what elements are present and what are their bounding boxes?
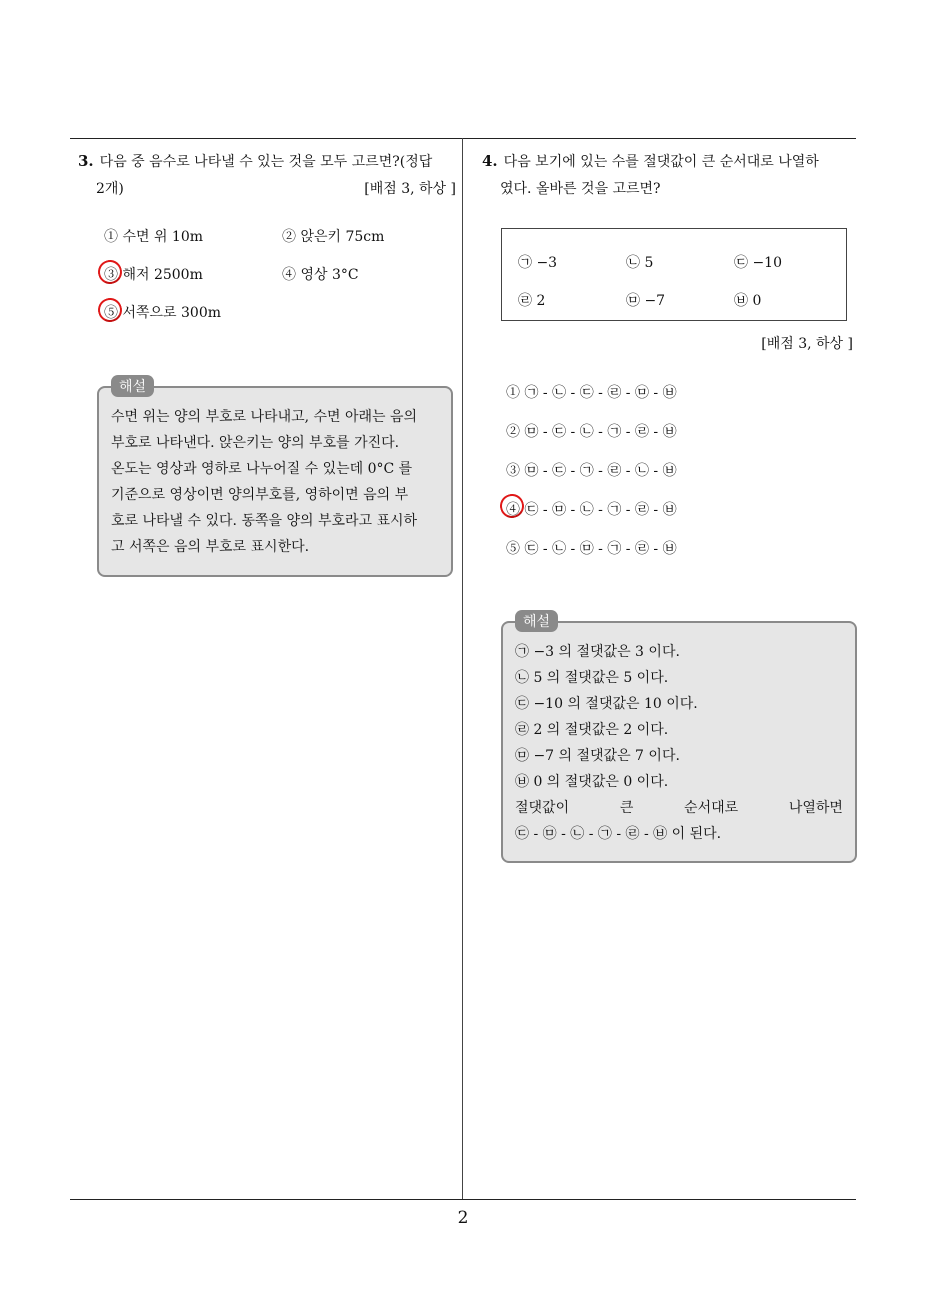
choice-number: ② xyxy=(282,229,296,245)
explanation-line: ㉥ 0 의 절댓값은 0 이다. xyxy=(515,774,669,790)
answer-mark-icon xyxy=(95,257,125,287)
choice-text: ㉢ - ㉤ - ㉡ - ㉠ - ㉣ - ㉥ xyxy=(524,502,677,518)
explanation-line: 절댓값이 큰 순서대로 나열하면 xyxy=(515,800,843,816)
choice-text: ㉢ - ㉡ - ㉤ - ㉠ - ㉣ - ㉥ xyxy=(524,541,677,557)
choice-text: 해저 2500m xyxy=(122,267,203,283)
choice-4[interactable] xyxy=(506,497,677,536)
question-3 xyxy=(78,148,456,325)
score-label: [배점 3, 하상 ] xyxy=(364,181,456,197)
explanation-line: 부호로 나타낸다. 앉은키는 양의 부호를 가진다. xyxy=(111,435,400,451)
choice-3[interactable] xyxy=(506,458,677,497)
choice-number: ④ xyxy=(282,267,296,283)
bogi-box xyxy=(501,228,847,321)
page-number: 2 xyxy=(457,1208,469,1228)
question-number: 3. xyxy=(78,152,94,170)
score-label: [배점 3, 하상 ] xyxy=(761,336,853,352)
explanation-line: 고 서쪽은 음의 부호로 표시한다. xyxy=(111,539,310,555)
explanation-box-q3 xyxy=(97,379,453,577)
choice-4[interactable] xyxy=(282,263,442,287)
bogi-item: ㉣ 2 xyxy=(518,293,546,309)
choice-text: ㉤ - ㉢ - ㉠ - ㉣ - ㉡ - ㉥ xyxy=(524,463,677,479)
question-number: 4. xyxy=(482,152,498,170)
explanation-line: 수면 위는 양의 부호로 나타내고, 수면 아래는 음의 xyxy=(111,409,418,425)
explanation-line: ㉡ 5 의 절댓값은 5 이다. xyxy=(515,670,669,686)
explanation-label: 해설 xyxy=(515,610,558,632)
explanation-label: 해설 xyxy=(111,375,154,397)
choice-number: ③ xyxy=(104,267,118,283)
choice-5[interactable] xyxy=(506,536,677,575)
choice-number: ① xyxy=(506,385,520,401)
question-4 xyxy=(482,148,858,203)
choice-3[interactable] xyxy=(104,263,282,287)
explanation-line: ㉤ −7 의 절댓값은 7 이다. xyxy=(515,748,680,764)
question-text: 다음 중 음수로 나타낼 수 있는 것을 모두 고르면?(정답 xyxy=(99,154,433,170)
choice-number: ⑤ xyxy=(506,541,520,557)
explanation-line: ㉠ −3 의 절댓값은 3 이다. xyxy=(515,644,680,660)
explanation-line: ㉢ −10 의 절댓값은 10 이다. xyxy=(515,696,698,712)
bogi-item: ㉢ −10 xyxy=(734,255,782,271)
explanation-line: ㉣ 2 의 절댓값은 2 이다. xyxy=(515,722,669,738)
question-text-cont: 였다. 올바른 것을 고르면? xyxy=(500,181,661,197)
choice-text: 서쪽으로 300m xyxy=(122,305,221,321)
choice-text: 앉은키 75cm xyxy=(300,229,385,245)
answer-mark-icon xyxy=(95,295,125,325)
choice-number: ③ xyxy=(506,463,520,479)
top-rule xyxy=(70,138,856,139)
question-text: 다음 보기에 있는 수를 절댓값이 큰 순서대로 나열하 xyxy=(503,154,819,170)
question-4-stem xyxy=(482,148,858,176)
choice-text: ㉠ - ㉡ - ㉢ - ㉣ - ㉤ - ㉥ xyxy=(524,385,677,401)
choice-number: ④ xyxy=(506,502,520,518)
choice-2[interactable] xyxy=(282,225,442,249)
question-3-stem xyxy=(78,148,456,176)
bogi-item: ㉠ −3 xyxy=(518,255,558,271)
choice-text: ㉤ - ㉢ - ㉡ - ㉠ - ㉣ - ㉥ xyxy=(524,424,677,440)
choice-list xyxy=(104,225,456,325)
choice-number: ① xyxy=(104,229,118,245)
explanation-line: 호로 나타낼 수 있다. 동쪽을 양의 부호라고 표시하 xyxy=(111,513,418,529)
choice-number: ② xyxy=(506,424,520,440)
bottom-rule xyxy=(70,1199,856,1200)
choice-text: 수면 위 10m xyxy=(122,229,204,245)
choice-text: 영상 3°C xyxy=(300,267,359,283)
choice-5[interactable] xyxy=(104,301,282,325)
choice-1[interactable] xyxy=(506,380,677,419)
bogi-item: ㉡ 5 xyxy=(626,255,654,271)
column-divider xyxy=(462,138,463,1200)
explanation-line: 기준으로 영상이면 양의부호를, 영하이면 음의 부 xyxy=(111,487,409,503)
explanation-line: ㉢ - ㉤ - ㉡ - ㉠ - ㉣ - ㉥ 이 된다. xyxy=(515,826,722,842)
bogi-item: ㉤ −7 xyxy=(626,293,666,309)
choice-number: ⑤ xyxy=(104,305,118,321)
explanation-line: 온도는 영상과 영하로 나누어질 수 있는데 0°C 를 xyxy=(111,461,413,477)
explanation-box-q4 xyxy=(501,614,857,863)
bogi-item: ㉥ 0 xyxy=(734,293,762,309)
choice-2[interactable] xyxy=(506,419,677,458)
choice-list xyxy=(506,380,677,575)
question-text-cont: 2개) xyxy=(96,181,124,197)
choice-1[interactable] xyxy=(104,225,282,249)
